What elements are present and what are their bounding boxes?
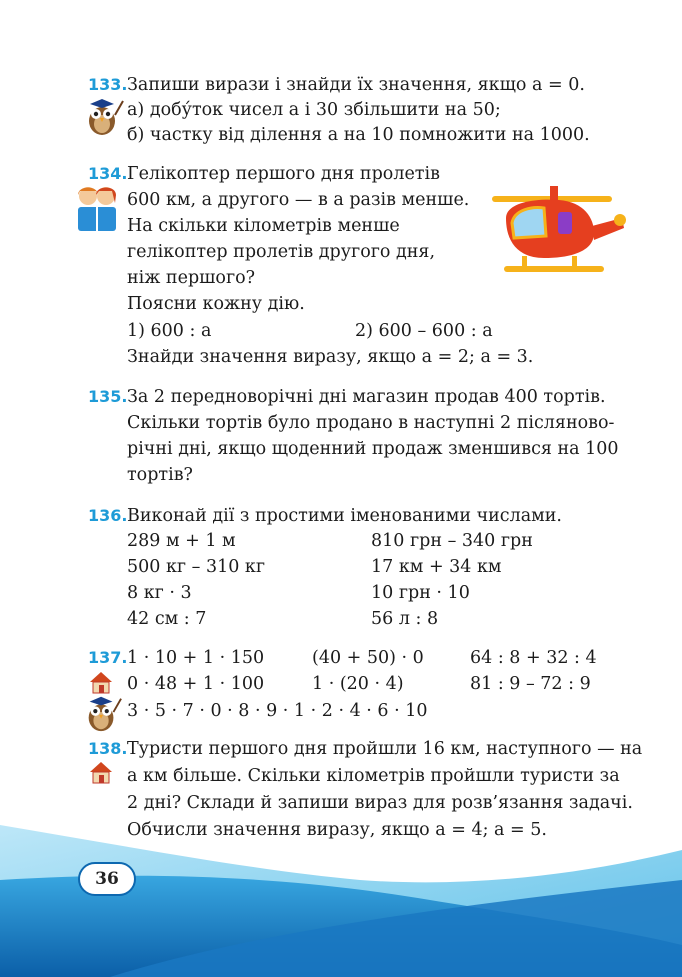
page-number: 36 [78, 862, 136, 896]
task-137-col3-row2: 81 : 9 – 72 : 9 [470, 674, 591, 694]
task-134-line-2: 600 км, а другого — в a разів менше. [127, 190, 470, 210]
task-134-line-3: На скільки кілометрів менше [127, 216, 400, 236]
task-137-row3: 3 · 5 · 7 · 0 · 8 · 9 · 1 · 2 · 4 · 6 · 10 [127, 701, 428, 721]
owl-icon [82, 693, 122, 733]
task-number-138: 138. [88, 739, 128, 758]
task-136-right-1: 810 грн – 340 грн [371, 531, 533, 551]
task-135-line-3: річні дні, якщо щоденний продаж зменшився на 100 [127, 439, 619, 459]
task-number-137: 137. [88, 648, 128, 667]
task-134-line-6: Поясни кожну дію. [127, 294, 305, 314]
task-138-line-2: a км більше. Скільки кілометрів пройшли туристи за [127, 766, 620, 786]
task-134-line-4: гелікоптер пролетів другого дня, [127, 242, 436, 262]
task-136-line-1: Виконай дії з простими іменованими числами. [127, 506, 562, 526]
task-134-line-1: Гелікоптер першого дня пролетів [127, 164, 440, 184]
task-135-line-2: Скільки тортів було продано в наступні 2 післяново- [127, 413, 615, 433]
task-138-line-4: Обчисли значення виразу, якщо a = 4; a = 5. [127, 820, 547, 840]
task-137-col2-row2: 1 · (20 · 4) [312, 674, 404, 694]
task-138-line-1: Туристи першого дня пройшли 16 км, наступного — на [127, 739, 643, 759]
task-137-col3-row1: 64 : 8 + 32 : 4 [470, 648, 597, 668]
task-136-right-2: 17 км + 34 км [371, 557, 502, 577]
task-133-line-2: а) добу́ток чисел a і 30 збільшити на 50; [127, 100, 501, 120]
task-134-expression-2: 2) 600 – 600 : a [355, 321, 493, 341]
house-icon [88, 670, 114, 694]
task-133-line-3: б) частку від ділення a на 10 помножити на 1000. [127, 125, 590, 145]
task-136-left-3: 8 кг · 3 [127, 583, 192, 603]
task-137-col1-row1: 1 · 10 + 1 · 150 [127, 648, 265, 668]
task-number-133: 133. [88, 75, 128, 94]
task-134-expression-1: 1) 600 : a [127, 321, 212, 341]
task-135-line-4: тортів? [127, 465, 193, 485]
owl-icon [82, 95, 124, 137]
task-136-left-1: 289 м + 1 м [127, 531, 236, 551]
task-134-line-5: ніж першого? [127, 268, 256, 288]
task-number-135: 135. [88, 387, 128, 406]
task-138-line-3: 2 дні? Склади й запиши вираз для розв’язання задачі. [127, 793, 633, 813]
task-136-left-2: 500 кг – 310 кг [127, 557, 266, 577]
task-135-line-1: За 2 передноворічні дні магазин продав 400 тортів. [127, 387, 606, 407]
task-number-136: 136. [88, 506, 128, 525]
task-137-col1-row2: 0 · 48 + 1 · 100 [127, 674, 265, 694]
task-134-line-7: Знайди значення виразу, якщо a = 2; a = 3. [127, 347, 534, 367]
children-reading-icon [72, 183, 124, 233]
helicopter-picture [484, 178, 629, 283]
task-136-left-4: 42 см : 7 [127, 609, 207, 629]
task-136-right-4: 56 л : 8 [371, 609, 439, 629]
task-137-col2-row1: (40 + 50) · 0 [312, 648, 424, 668]
house-icon [88, 760, 114, 784]
task-136-right-3: 10 грн · 10 [371, 583, 470, 603]
task-133-line-1: Запиши вирази і знайди їх значення, якщо a = 0. [127, 75, 585, 95]
task-number-134: 134. [88, 164, 128, 183]
